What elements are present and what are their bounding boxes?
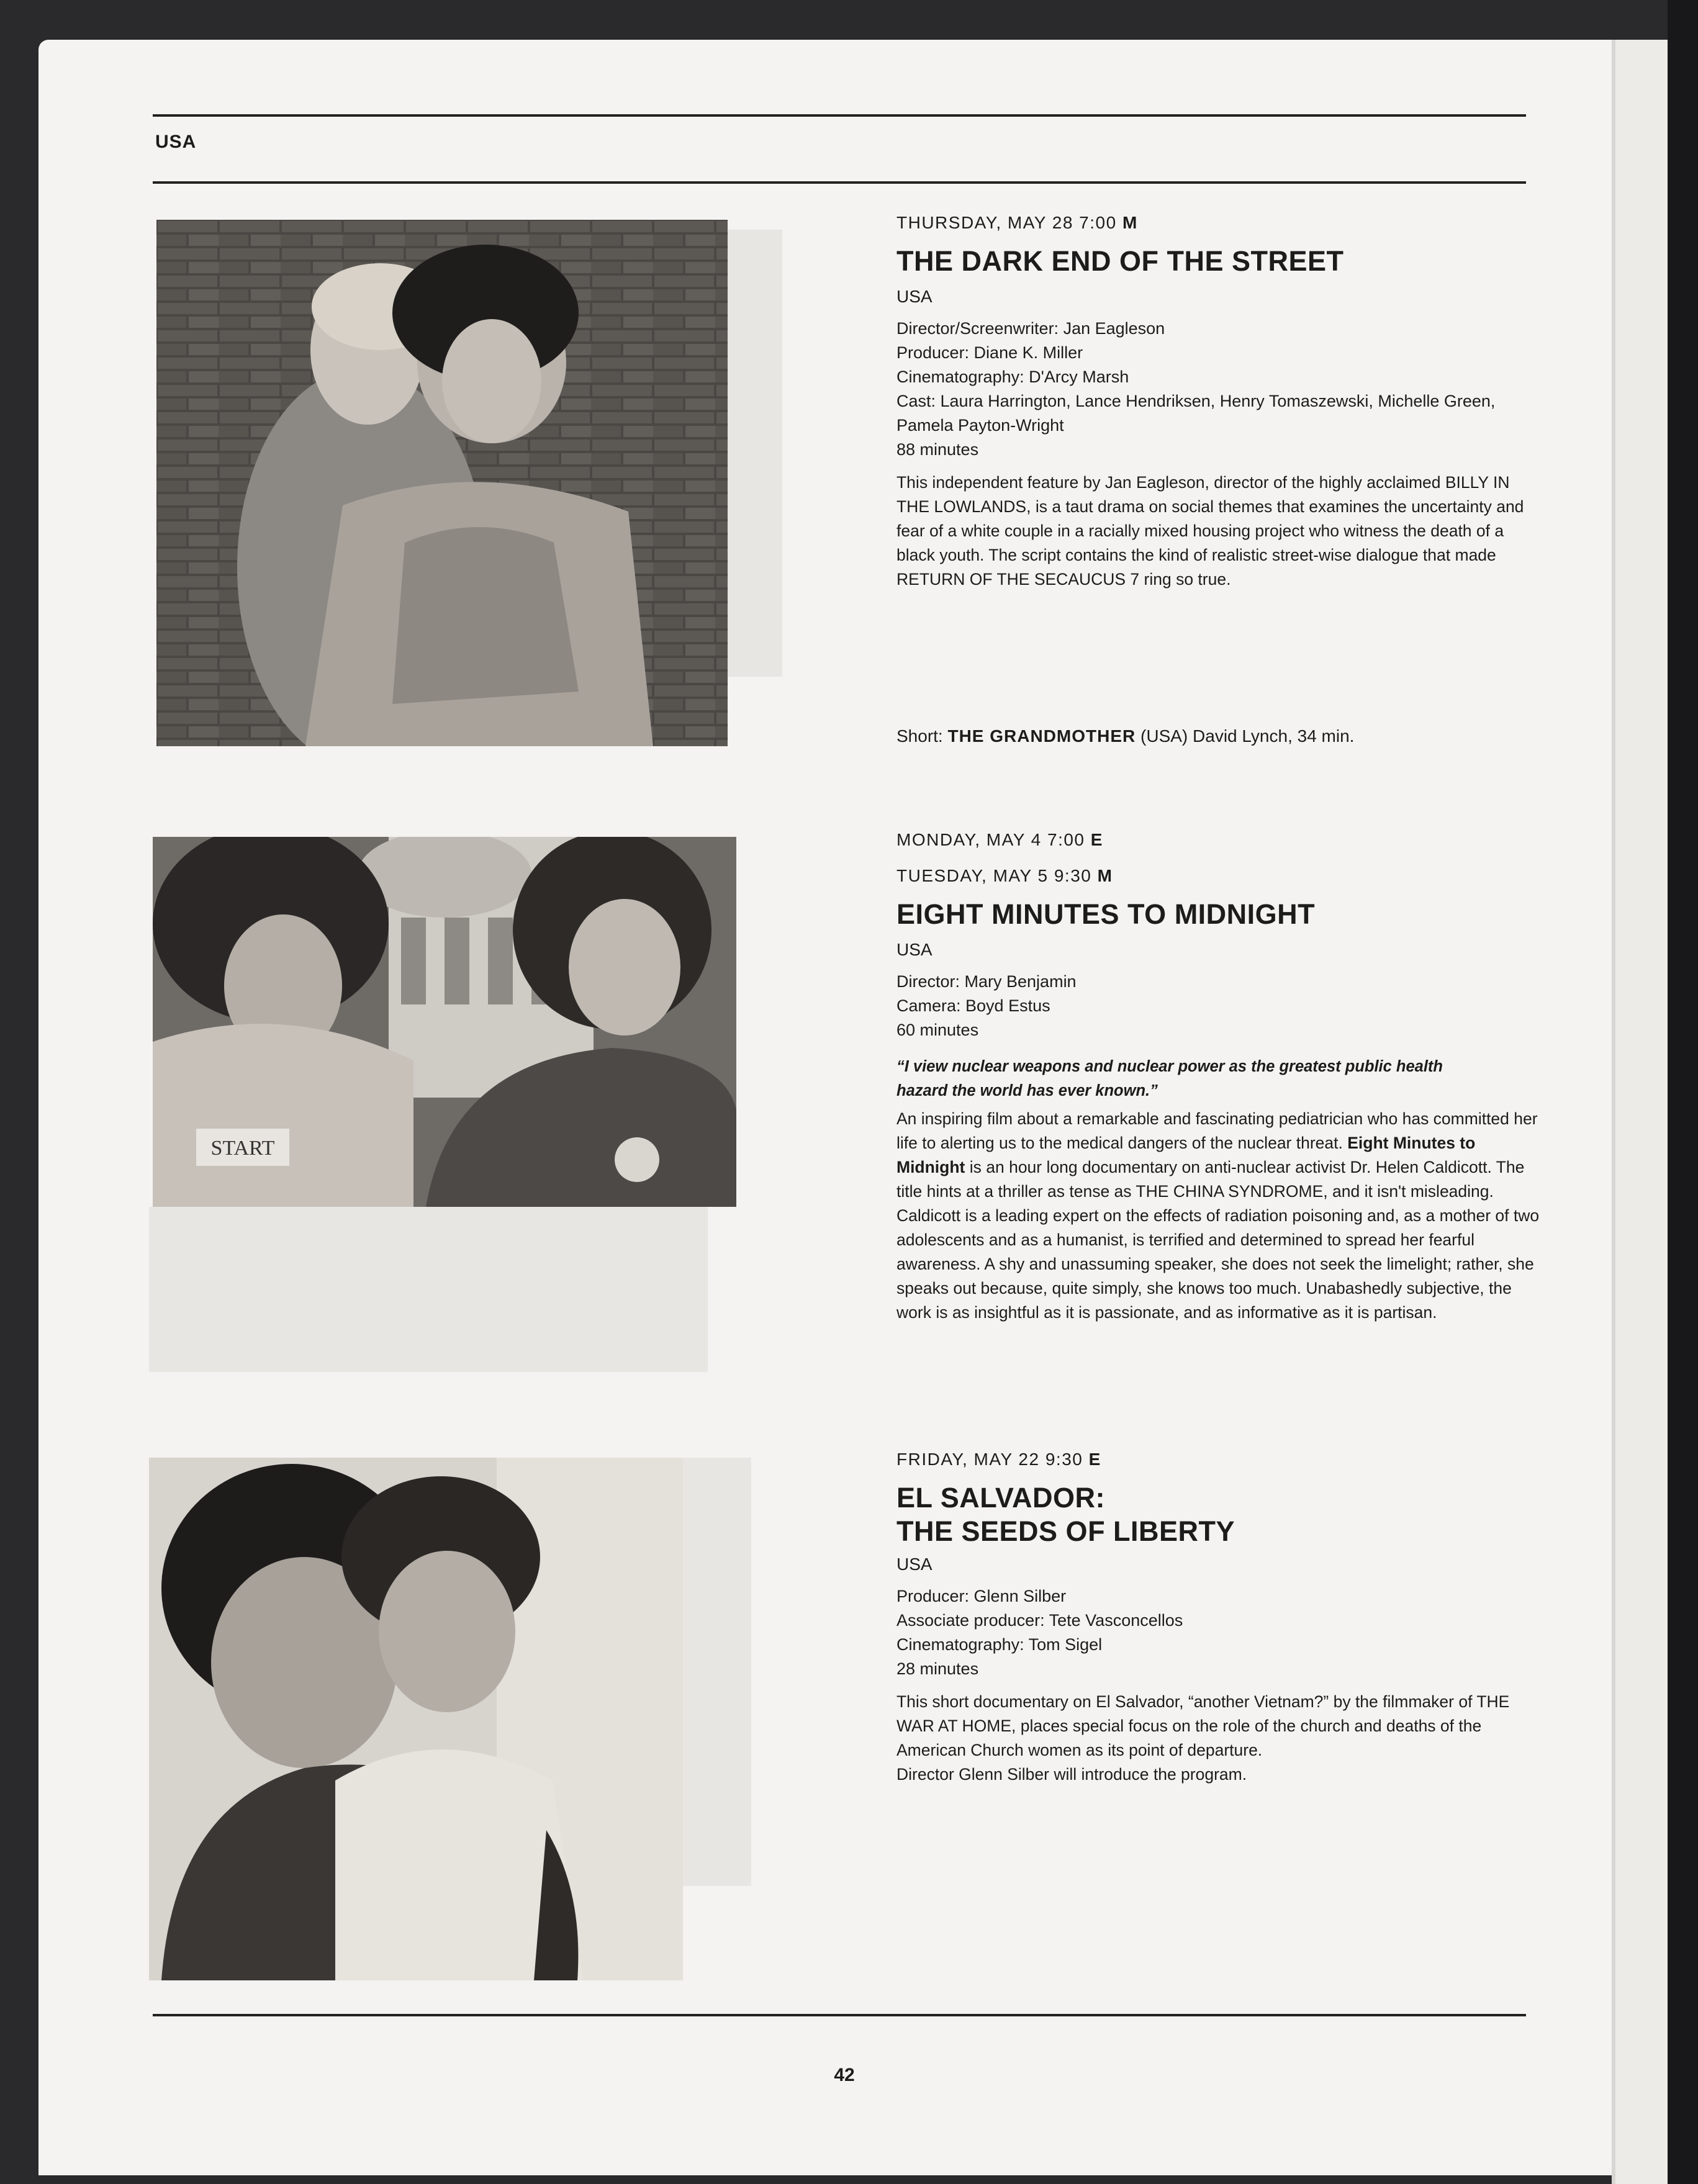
credit-line: Director: Mary Benjamin	[896, 972, 1077, 991]
film-country: USA	[896, 287, 933, 306]
section-label: USA	[155, 132, 197, 152]
credit-line: Director/Screenwriter: Jan Eagleson	[896, 319, 1165, 338]
sign-start-text: START	[210, 1137, 275, 1160]
bleed-through-block	[149, 1207, 708, 1372]
photo-couple-brick-wall	[156, 220, 728, 746]
film-entry-el-salvador	[896, 1442, 1542, 1787]
film-description: This short documentary on El Salvador, “another Vietnam?” by the filmmaker of THE WAR AT HOME, places special focus on the role of the church and deaths of the American Church women as its point of departure.	[896, 1692, 1510, 1759]
credit-line: Cast: Laura Harrington, Lance Hendriksen, Henry Tomaszewski, Michelle Green, Pamela Payton-Wright	[896, 392, 1496, 435]
header-rule-bottom	[153, 181, 1526, 184]
film-title: EIGHT MINUTES TO MIDNIGHT	[896, 898, 1316, 930]
credit-line: Producer: Diane K. Miller	[896, 343, 1083, 362]
film-title: THE DARK END OF THE STREET	[896, 245, 1344, 277]
screening-date: THURSDAY, MAY 28 7:00 M	[896, 213, 1138, 232]
film-country: USA	[896, 940, 933, 959]
screening-date: TUESDAY, MAY 5 9:30 M	[896, 866, 1113, 885]
film-country: USA	[896, 1555, 933, 1574]
bleed-through-block	[726, 230, 782, 677]
film-entry-dark-end	[896, 205, 1542, 592]
credit-line: Producer: Glenn Silber	[896, 1587, 1067, 1605]
credit-line: Camera: Boyd Estus	[896, 996, 1050, 1015]
film-quote: “I view nuclear weapons and nuclear power as the greatest public health hazard the world has ever known.”	[896, 1058, 1443, 1099]
running-time: 28 minutes	[896, 1659, 979, 1678]
bleed-through-block	[677, 1458, 751, 1886]
footer-rule	[153, 2014, 1526, 2016]
binding-spine	[1668, 0, 1698, 2184]
short-film-line: Short: THE GRANDMOTHER (USA) David Lynch, 34 min.	[896, 726, 1355, 746]
running-time: 60 minutes	[896, 1021, 979, 1039]
photo-two-children	[149, 1458, 683, 1980]
next-page-edge	[1612, 40, 1671, 2184]
screening-date: FRIDAY, MAY 22 9:30 E	[896, 1450, 1101, 1469]
credit-line: Associate producer: Tete Vasconcellos	[896, 1611, 1183, 1630]
film-description: This independent feature by Jan Eagleson, director of the highly acclaimed BILLY IN THE LOWLANDS, is a taut drama on social themes that examines the uncertainty and fear of a white couple in a racially mixed housing project who witness the death of a black youth. The script contains the kind of realistic street-wise dialogue that made RETURN OF THE SECAUCUS 7 ring so true.	[896, 473, 1524, 589]
film-description: An inspiring film about a remarkable and fascinating pediatrician who has committed her life to alerting us to the medical dangers of the nuclear threat. Eight Minutes to Midnight is an hour long documentary on anti-nuclear activist Dr. Helen Caldicott. The title hints at a thriller as tense as THE CHINA SYNDROME, and it isn't misleading. Caldicott is a leading expert on the effects of radiation poisoning and, as a mother of two adolescents and as a humanist, is terrified and determined to spread her fearful awareness. A shy and unassuming speaker, she does not seek the limelight; rather, she speaks out because, quite simply, she knows too much. Unabashedly subjective, the work is as insightful as it is passionate, and as informative as it is partisan.	[896, 1109, 1540, 1322]
page-number: 42	[834, 2065, 855, 2085]
film-title: EL SALVADOR: THE SEEDS OF LIBERTY	[896, 1482, 1235, 1547]
header-rule-top	[153, 114, 1526, 117]
running-time: 88 minutes	[896, 440, 979, 459]
photo-two-women-demonstration	[153, 837, 736, 1207]
film-note: Director Glenn Silber will introduce the program.	[896, 1765, 1247, 1784]
film-entry-eight-minutes	[896, 822, 1542, 1325]
credit-line: Cinematography: D'Arcy Marsh	[896, 368, 1129, 386]
credit-line: Cinematography: Tom Sigel	[896, 1635, 1103, 1654]
screening-date: MONDAY, MAY 4 7:00 E	[896, 830, 1103, 849]
